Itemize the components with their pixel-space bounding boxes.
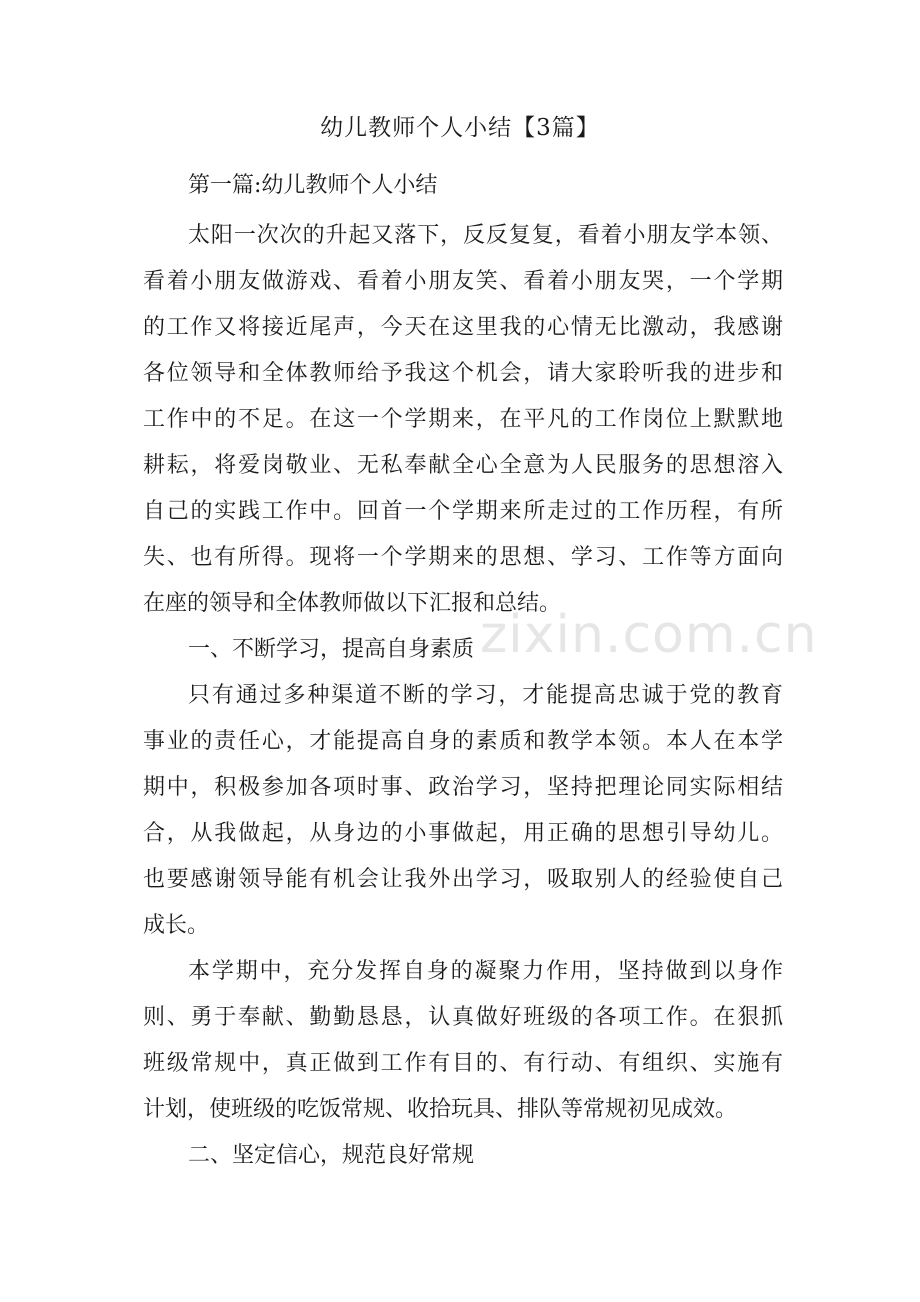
watermark: zixin.com.cn bbox=[480, 605, 818, 665]
paragraph-line: 在座的领导和全体教师做以下汇报和总结。 bbox=[143, 591, 562, 616]
section-heading: 一、不断学习，提高自身素质 bbox=[188, 637, 475, 662]
section-heading: 二、坚定信心，规范良好常规 bbox=[188, 1143, 475, 1168]
paragraph-line: 事业的责任心，才能提高自身的素质和教学本领。本人在本学 bbox=[143, 729, 783, 754]
paragraph-line: 工作中的不足。在这一个学期来，在平凡的工作岗位上默默地 bbox=[143, 407, 783, 432]
paragraph-line: 自己的实践工作中。回首一个学期来所走过的工作历程，有所 bbox=[143, 499, 783, 524]
paragraph-line: 期中，积极参加各项时事、政治学习，坚持把理论同实际相结 bbox=[143, 775, 783, 800]
paragraph-line: 也要感谢领导能有机会让我外出学习，吸取别人的经验使自己 bbox=[143, 867, 783, 892]
paragraph-line: 本学期中，充分发挥自身的凝聚力作用，坚持做到以身作 bbox=[188, 959, 783, 984]
paragraph-line: 各位领导和全体教师给予我这个机会，请大家聆听我的进步和 bbox=[143, 361, 783, 386]
paragraph-line: 只有通过多种渠道不断的学习，才能提高忠诚于党的教育 bbox=[188, 683, 783, 708]
paragraph-line: 的工作又将接近尾声，今天在这里我的心情无比激动，我感谢 bbox=[143, 315, 783, 340]
paragraph-line: 计划，使班级的吃饭常规、收拾玩具、排队等常规初见成效。 bbox=[143, 1097, 738, 1122]
paragraph-line: 则、勇于奉献、勤勤恳恳，认真做好班级的各项工作。在狠抓 bbox=[143, 1005, 783, 1030]
paragraph-line: 太阳一次次的升起又落下，反反复复，看着小朋友学本领、 bbox=[188, 223, 783, 248]
paragraph-line: 合，从我做起，从身边的小事做起，用正确的思想引导幼儿。 bbox=[143, 821, 783, 846]
paragraph-line: 班级常规中，真正做到工作有目的、有行动、有组织、实施有 bbox=[143, 1051, 783, 1076]
section-heading: 第一篇:幼儿教师个人小结 bbox=[188, 173, 438, 198]
paragraph-line: 成长。 bbox=[143, 913, 210, 938]
paragraph-line: 失、也有所得。现将一个学期来的思想、学习、工作等方面向 bbox=[143, 545, 783, 570]
paragraph-line: 看着小朋友做游戏、看着小朋友笑、看着小朋友哭，一个学期 bbox=[143, 269, 783, 294]
document-title: 幼儿教师个人小结【3篇】 bbox=[320, 115, 600, 141]
paragraph-line: 耕耘，将爱岗敬业、无私奉献全心全意为人民服务的思想溶入 bbox=[143, 453, 783, 478]
